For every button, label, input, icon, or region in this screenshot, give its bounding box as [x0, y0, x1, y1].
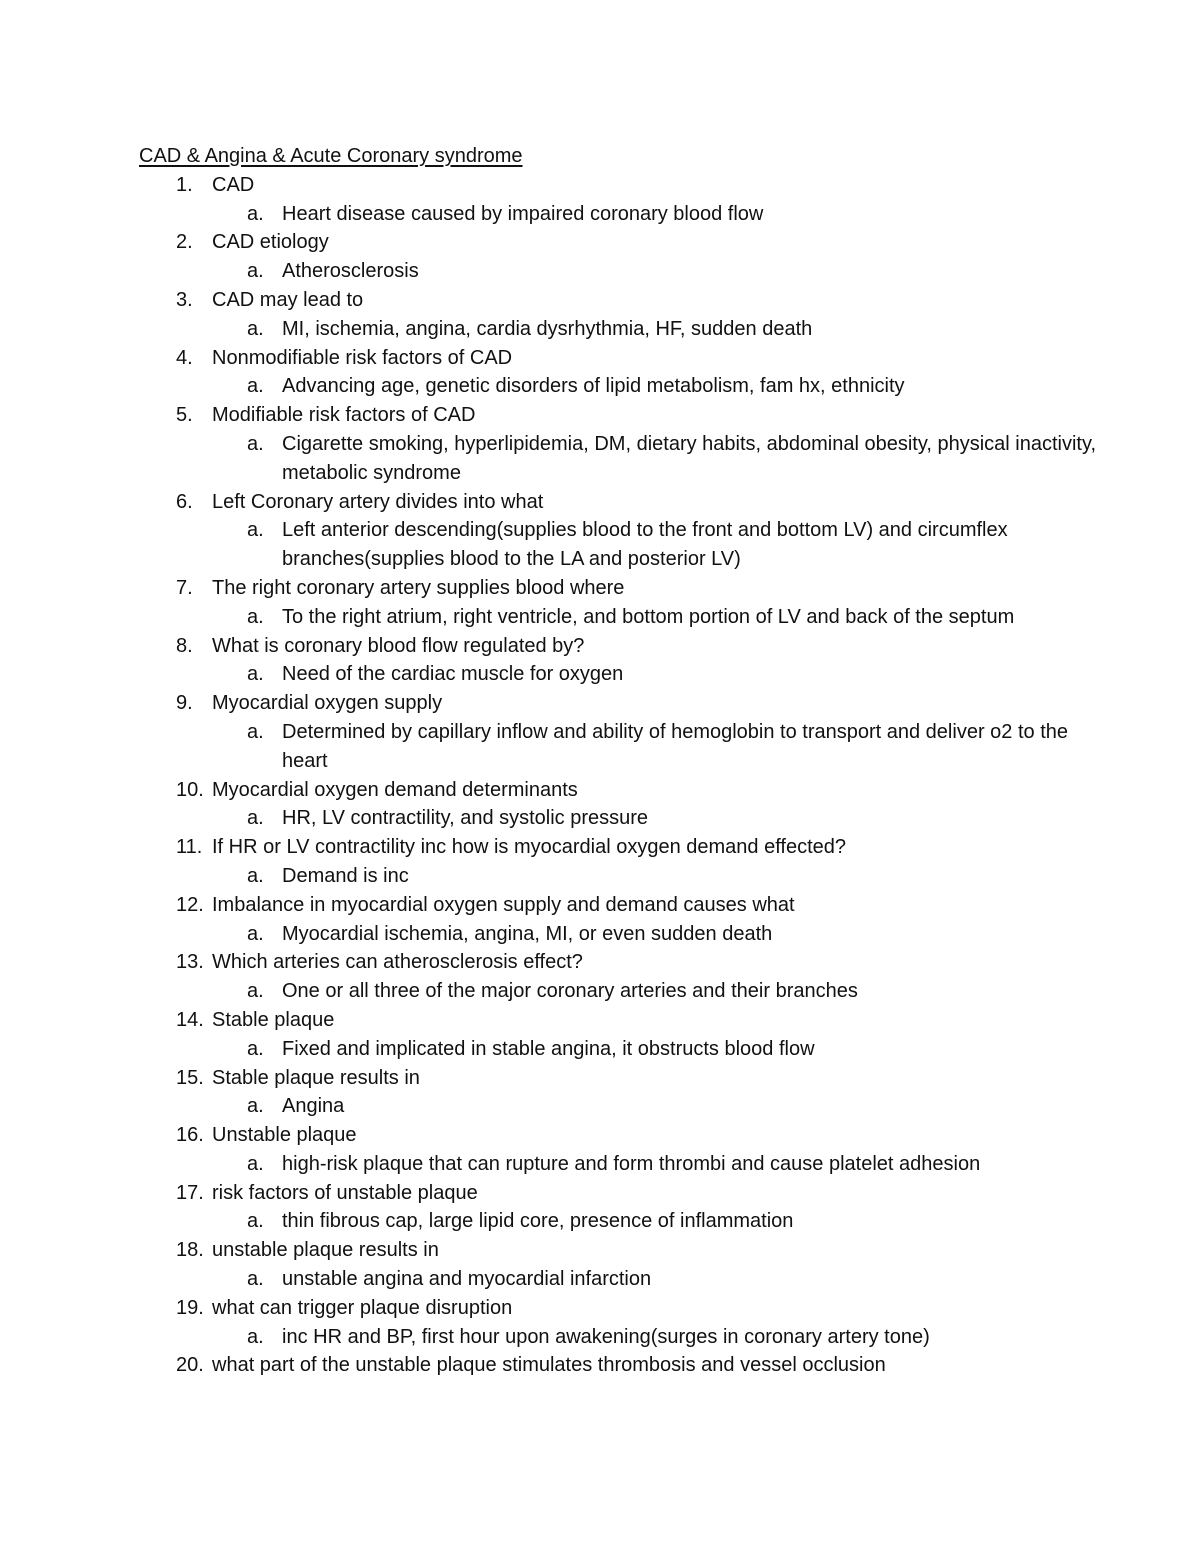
- question-item: [139, 632, 1099, 661]
- question-number: 10.: [176, 778, 204, 801]
- answer-item: [139, 862, 1099, 891]
- question-text: Imbalance in myocardial oxygen supply and demand causes what: [212, 893, 795, 916]
- question-number: 20.: [176, 1354, 204, 1377]
- question-item: [139, 488, 1099, 517]
- answer-label: a.: [247, 1152, 264, 1175]
- question-item: [139, 344, 1099, 373]
- question-number: 13.: [176, 951, 204, 974]
- question-text: what can trigger plaque disruption: [212, 1296, 513, 1319]
- answer-label: a.: [247, 260, 264, 283]
- question-text: Myocardial oxygen demand determinants: [212, 778, 578, 801]
- answer-item: [139, 804, 1099, 833]
- answer-item: [139, 430, 1099, 488]
- question-number: 6.: [176, 490, 193, 513]
- question-number: 9.: [176, 692, 193, 715]
- answer-item: [139, 1150, 1099, 1179]
- question-number: 4.: [176, 346, 193, 369]
- question-item: [139, 1294, 1099, 1323]
- question-number: 2.: [176, 231, 193, 254]
- answer-label: a.: [247, 202, 264, 225]
- question-number: 14.: [176, 1008, 204, 1031]
- answer-text: Fixed and implicated in stable angina, it obstructs blood flow: [282, 1037, 815, 1060]
- question-item: [139, 776, 1099, 805]
- question-text: The right coronary artery supplies blood where: [212, 576, 625, 599]
- answer-label: a.: [247, 1210, 264, 1233]
- question-text: CAD: [212, 173, 255, 196]
- question-number: 11.: [176, 836, 203, 859]
- answer-item: [139, 718, 1099, 776]
- question-item: [139, 891, 1099, 920]
- question-item: [139, 833, 1099, 862]
- answer-text: MI, ischemia, angina, cardia dysrhythmia, HF, sudden death: [282, 317, 813, 340]
- answer-label: a.: [247, 519, 264, 542]
- question-item: [139, 574, 1099, 603]
- question-number: 12.: [176, 893, 204, 916]
- answer-text: thin fibrous cap, large lipid core, presence of inflammation: [282, 1210, 794, 1233]
- question-text: What is coronary blood flow regulated by?: [212, 634, 585, 657]
- question-item: [139, 1121, 1099, 1150]
- question-number: 16.: [176, 1124, 204, 1147]
- answer-item: [139, 315, 1099, 344]
- question-list: [139, 171, 1099, 1380]
- answer-item: [139, 977, 1099, 1006]
- question-text: Left Coronary artery divides into what: [212, 490, 544, 513]
- question-number: 1.: [176, 173, 193, 196]
- answer-text: high-risk plaque that can rupture and form thrombi and cause platelet adhesion: [282, 1152, 981, 1175]
- answer-text: To the right atrium, right ventricle, and bottom portion of LV and back of the septum: [282, 605, 1015, 628]
- answer-text: Left anterior descending(supplies blood to the front and bottom LV) and circumflex branches(supplies blood to the LA and posterior LV): [282, 519, 1008, 571]
- answer-label: a.: [247, 375, 264, 398]
- question-item: [139, 689, 1099, 718]
- question-item: [139, 948, 1099, 977]
- question-number: 7.: [176, 576, 193, 599]
- answer-item: [139, 257, 1099, 286]
- question-text: CAD etiology: [212, 231, 329, 254]
- question-text: Which arteries can atherosclerosis effect?: [212, 951, 583, 974]
- question-number: 18.: [176, 1239, 204, 1262]
- answer-item: [139, 516, 1099, 574]
- answer-item: [139, 660, 1099, 689]
- answer-text: Angina: [282, 1095, 345, 1118]
- question-item: [139, 1236, 1099, 1265]
- question-text: Stable plaque: [212, 1008, 335, 1031]
- question-item: [139, 228, 1099, 257]
- question-text: unstable plaque results in: [212, 1239, 439, 1262]
- question-item: [139, 171, 1099, 200]
- answer-item: [139, 1092, 1099, 1121]
- question-number: 8.: [176, 634, 193, 657]
- answer-text: Advancing age, genetic disorders of lipid metabolism, fam hx, ethnicity: [282, 375, 905, 398]
- question-item: [139, 1179, 1099, 1208]
- answer-label: a.: [247, 922, 264, 945]
- answer-label: a.: [247, 605, 264, 628]
- question-item: [139, 286, 1099, 315]
- question-number: 17.: [176, 1181, 204, 1204]
- answer-item: [139, 1323, 1099, 1352]
- answer-label: a.: [247, 807, 264, 830]
- question-number: 15.: [176, 1066, 204, 1089]
- document-body: [139, 142, 1099, 1380]
- question-text: If HR or LV contractility inc how is myocardial oxygen demand effected?: [212, 836, 847, 859]
- answer-item: [139, 372, 1099, 401]
- answer-item: [139, 920, 1099, 949]
- answer-item: [139, 1265, 1099, 1294]
- answer-label: a.: [247, 432, 264, 455]
- question-text: what part of the unstable plaque stimulates thrombosis and vessel occlusion: [212, 1354, 886, 1377]
- question-text: CAD may lead to: [212, 288, 364, 311]
- answer-label: a.: [247, 663, 264, 686]
- answer-item: [139, 603, 1099, 632]
- answer-text: Myocardial ischemia, angina, MI, or even sudden death: [282, 922, 773, 945]
- question-item: [139, 1064, 1099, 1093]
- answer-text: inc HR and BP, first hour upon awakening(surges in coronary artery tone): [282, 1325, 930, 1348]
- question-text: risk factors of unstable plaque: [212, 1181, 478, 1204]
- question-number: 3.: [176, 288, 193, 311]
- answer-text: Demand is inc: [282, 864, 409, 887]
- answer-label: a.: [247, 1325, 264, 1348]
- answer-item: [139, 200, 1099, 229]
- question-number: 5.: [176, 404, 193, 427]
- question-item: [139, 1006, 1099, 1035]
- answer-text: Heart disease caused by impaired coronary blood flow: [282, 202, 764, 225]
- document-title: CAD & Angina & Acute Coronary syndrome: [139, 145, 523, 167]
- answer-label: a.: [247, 980, 264, 1003]
- question-text: Stable plaque results in: [212, 1066, 420, 1089]
- answer-label: a.: [247, 317, 264, 340]
- answer-item: [139, 1035, 1099, 1064]
- answer-text: One or all three of the major coronary arteries and their branches: [282, 980, 858, 1003]
- question-text: Nonmodifiable risk factors of CAD: [212, 346, 513, 369]
- answer-text: Need of the cardiac muscle for oxygen: [282, 663, 624, 686]
- question-text: Myocardial oxygen supply: [212, 692, 443, 715]
- answer-label: a.: [247, 1095, 264, 1118]
- question-text: Modifiable risk factors of CAD: [212, 404, 476, 427]
- answer-text: Determined by capillary inflow and ability of hemoglobin to transport and deliver o2 to the heart: [282, 720, 1068, 772]
- answer-text: Cigarette smoking, hyperlipidemia, DM, dietary habits, abdominal obesity, physical inactivity, metabolic syndrome: [282, 432, 1097, 484]
- answer-label: a.: [247, 1268, 264, 1291]
- question-item: [139, 401, 1099, 430]
- question-item: [139, 1351, 1099, 1380]
- answer-text: unstable angina and myocardial infarction: [282, 1268, 652, 1291]
- answer-text: HR, LV contractility, and systolic pressure: [282, 807, 649, 830]
- answer-item: [139, 1207, 1099, 1236]
- answer-text: Atherosclerosis: [282, 260, 419, 283]
- answer-label: a.: [247, 720, 264, 743]
- question-number: 19.: [176, 1296, 204, 1319]
- question-text: Unstable plaque: [212, 1124, 357, 1147]
- answer-label: a.: [247, 1037, 264, 1060]
- answer-label: a.: [247, 864, 264, 887]
